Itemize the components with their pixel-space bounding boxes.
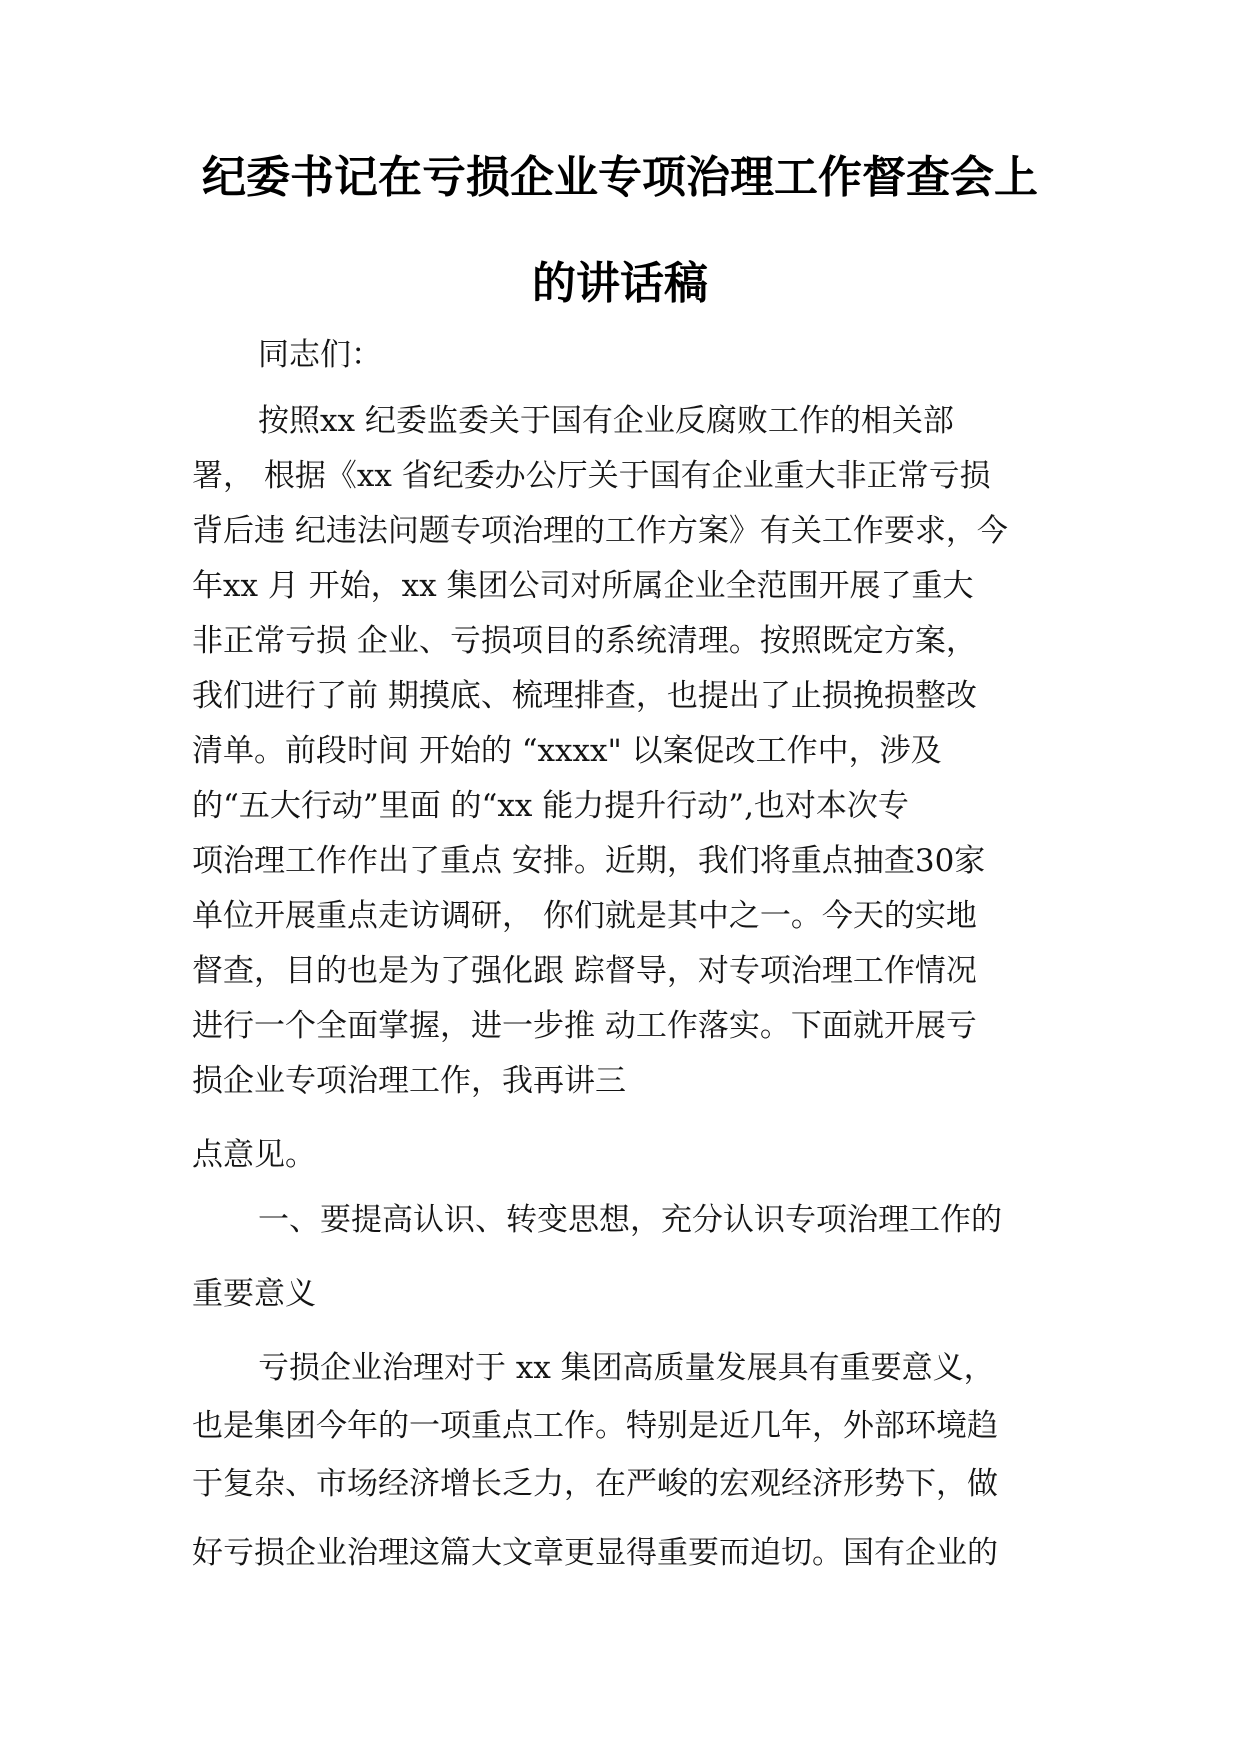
- body-line: 单位开展重点走访调研， 你们就是其中之一。今天的实地: [192, 898, 977, 934]
- body-line: 年xx 月 开始，xx 集团公司对所属企业全范围开展了重大: [192, 568, 974, 604]
- body-line: 项治理工作作出了重点 安排。近期，我们将重点抽查30家: [192, 843, 986, 879]
- body-line: 于复杂、市场经济增长乏力，在严峻的宏观经济形势下，做: [192, 1466, 998, 1502]
- body-line: 背后违 纪违法问题专项治理的工作方案》有关工作要求，今: [192, 513, 1008, 549]
- body-line: 督查，目的也是为了强化跟 踪督导，对专项治理工作情况: [192, 953, 977, 989]
- body-line: 非正常亏损 企业、亏损项目的系统清理。按照既定方案，: [192, 623, 977, 659]
- body-line: 也是集团今年的一项重点工作。特别是近几年，外部环境趋: [192, 1408, 998, 1444]
- salutation: 同志们：: [258, 337, 382, 373]
- document-title-line-1: 纪委书记在亏损企业专项治理工作督查会上: [202, 152, 1038, 203]
- body-line: 清单。前段时间 开始的 “xxxx" 以案促改工作中，涉及: [192, 733, 942, 769]
- body-line: 署， 根据《xx 省纪委办公厅关于国有企业重大非正常亏损: [192, 458, 991, 494]
- body-line: 好亏损企业治理这篇大文章更显得重要而迫切。国有企业的: [192, 1535, 998, 1571]
- body-line: 进行一个全面掌握，进一步推 动工作落实。下面就开展亏: [192, 1008, 977, 1044]
- body-line: 的“五大行动”里面 的“xx 能力提升行动”,也对本次专: [192, 788, 909, 824]
- section-heading-line-1: 一、要提高认识、转变思想，充分认识专项治理工作的: [258, 1202, 1002, 1238]
- body-line: 亏损企业治理对于 xx 集团高质量发展具有重要意义，: [258, 1350, 995, 1386]
- document-title-line-2: 的讲话稿: [532, 258, 708, 309]
- body-line: 点意见。: [192, 1137, 316, 1173]
- body-line: 损企业专项治理工作，我再讲三: [192, 1063, 626, 1099]
- section-heading-line-2: 重要意义: [192, 1276, 316, 1312]
- body-line: 我们进行了前 期摸底、梳理排查，也提出了止损挽损整改: [192, 678, 977, 714]
- body-line: 按照xx 纪委监委关于国有企业反腐败工作的相关部: [258, 403, 954, 439]
